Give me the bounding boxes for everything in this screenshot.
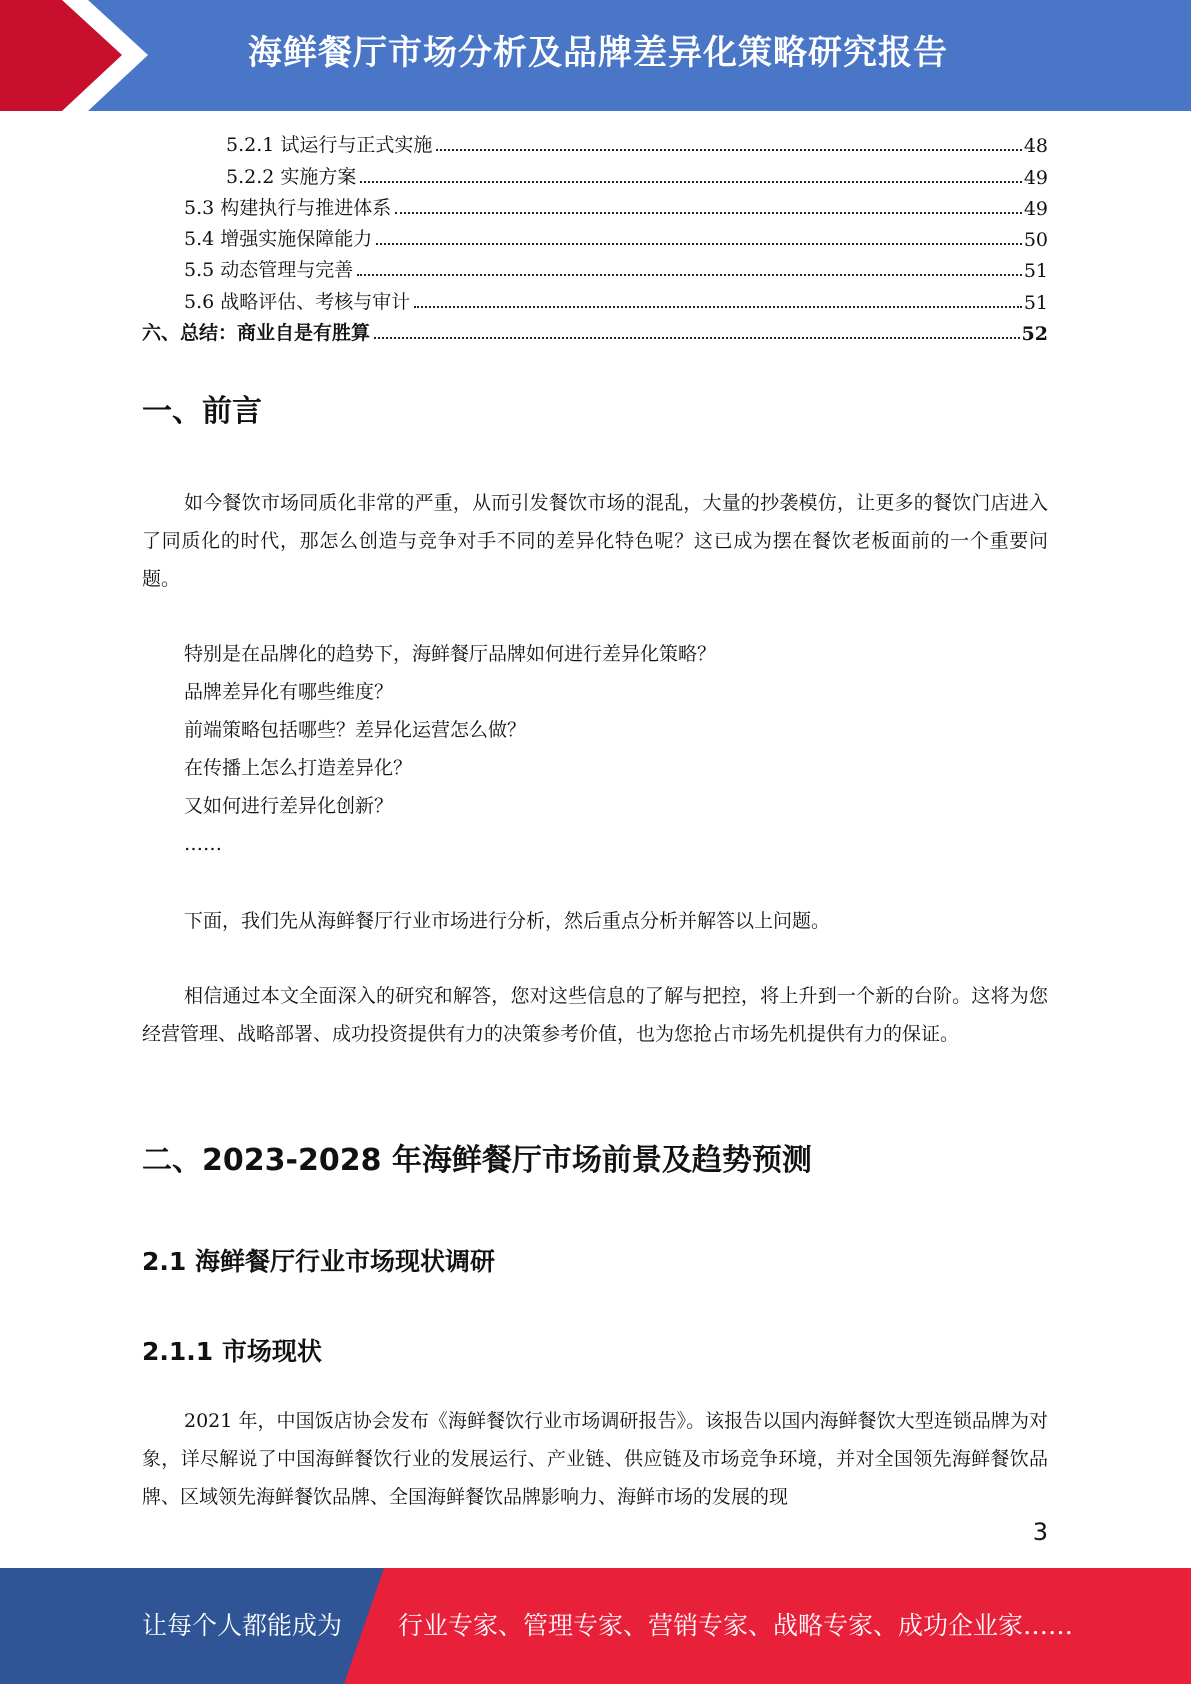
- toc-leader-dots: [374, 337, 1020, 339]
- toc-leader-dots: [360, 181, 1021, 183]
- question-item: ……: [184, 833, 222, 855]
- toc-entry-page: 50: [1023, 229, 1048, 252]
- toc-entry-label: 5.2.1 试运行与正式实施: [226, 130, 434, 157]
- page-header: [0, 0, 1191, 111]
- table-of-contents: [142, 126, 1048, 345]
- toc-entry[interactable]: [142, 314, 1048, 345]
- toc-entry-page: 51: [1023, 260, 1048, 283]
- toc-entry[interactable]: [142, 282, 1048, 313]
- toc-entry-page: 49: [1023, 197, 1048, 220]
- toc-entry-label: 5.5 动态管理与完善: [184, 255, 355, 282]
- paragraph: 如今餐饮市场同质化非常的严重，从而引发餐饮市场的混乱，大量的抄袭模仿，让更多的餐饮门店进入了同质化的时代，那怎么创造与竞争对手不同的差异化特色呢？这已成为摆在餐饮老板面前的一个重要问题。: [142, 492, 1048, 590]
- toc-entry-label: 5.3 构建执行与推进体系: [184, 193, 393, 220]
- toc-entry-page: 52: [1021, 323, 1048, 346]
- section-heading-forecast: 二、2023-2028 年海鲜餐厅市场前景及趋势预测: [142, 1143, 812, 1178]
- footer-slogan-left: 让每个人都能成为: [142, 1611, 343, 1640]
- paragraph: 相信通过本文全面深入的研究和解答，您对这些信息的了解与把控，将上升到一个新的台阶。这将为您经营管理、战略部署、成功投资提供有力的决策参考价值，也为您抢占市场先机提供有力的保证。: [142, 985, 1048, 1045]
- toc-leader-dots: [376, 243, 1022, 245]
- toc-leader-dots: [357, 274, 1022, 276]
- toc-entry[interactable]: [142, 251, 1048, 282]
- toc-entry-label: 六、总结：商业自是有胜算: [142, 318, 372, 345]
- subsection-heading: 2.1 海鲜餐厅行业市场现状调研: [142, 1247, 495, 1276]
- toc-entry-page: 48: [1023, 135, 1048, 158]
- toc-leader-dots: [414, 306, 1022, 308]
- toc-entry-label: 5.2.2 实施方案: [226, 162, 358, 189]
- page-footer: [0, 1568, 1191, 1684]
- question-item: 又如何进行差异化创新？: [184, 795, 394, 817]
- subsection-heading: 2.1.1 市场现状: [142, 1337, 322, 1366]
- report-title: 海鲜餐厅市场分析及品牌差异化策略研究报告: [248, 33, 948, 73]
- footer-slogan-right: 行业专家、管理专家、营销专家、战略专家、成功企业家……: [398, 1611, 1074, 1640]
- toc-entry[interactable]: [142, 189, 1048, 220]
- section-heading-preface: 一、前言: [142, 394, 262, 429]
- question-item: 在传播上怎么打造差异化？: [184, 757, 413, 779]
- question-item: 特别是在品牌化的趋势下，海鲜餐厅品牌如何进行差异化策略？: [184, 643, 717, 665]
- toc-entry[interactable]: [142, 157, 1048, 188]
- paragraph: 2021 年，中国饭店协会发布《海鲜餐饮行业市场调研报告》。该报告以国内海鲜餐饮大型连锁品牌为对象，详尽解说了中国海鲜餐饮行业的发展运行、产业链、供应链及市场竞争环境，并对全国领先海鲜餐饮品牌、区域领先海鲜餐饮品牌、全国海鲜餐饮品牌影响力、海鲜市场的发展的现: [142, 1410, 1048, 1508]
- toc-leader-dots: [436, 149, 1021, 151]
- question-item: 前端策略包括哪些？差异化运营怎么做？: [184, 719, 527, 741]
- toc-entry-label: 5.4 增强实施保障能力: [184, 224, 374, 251]
- toc-entry-page: 49: [1023, 166, 1048, 189]
- question-item: 品牌差异化有哪些维度？: [184, 681, 394, 703]
- toc-entry-page: 51: [1023, 291, 1048, 314]
- page-number: 3: [1032, 1518, 1048, 1546]
- toc-entry-label: 5.6 战略评估、考核与审计: [184, 287, 412, 314]
- toc-entry[interactable]: [142, 126, 1048, 157]
- toc-leader-dots: [395, 212, 1022, 214]
- paragraph: 下面，我们先从海鲜餐厅行业市场进行分析，然后重点分析并解答以上问题。: [184, 910, 831, 932]
- toc-entry[interactable]: [142, 220, 1048, 251]
